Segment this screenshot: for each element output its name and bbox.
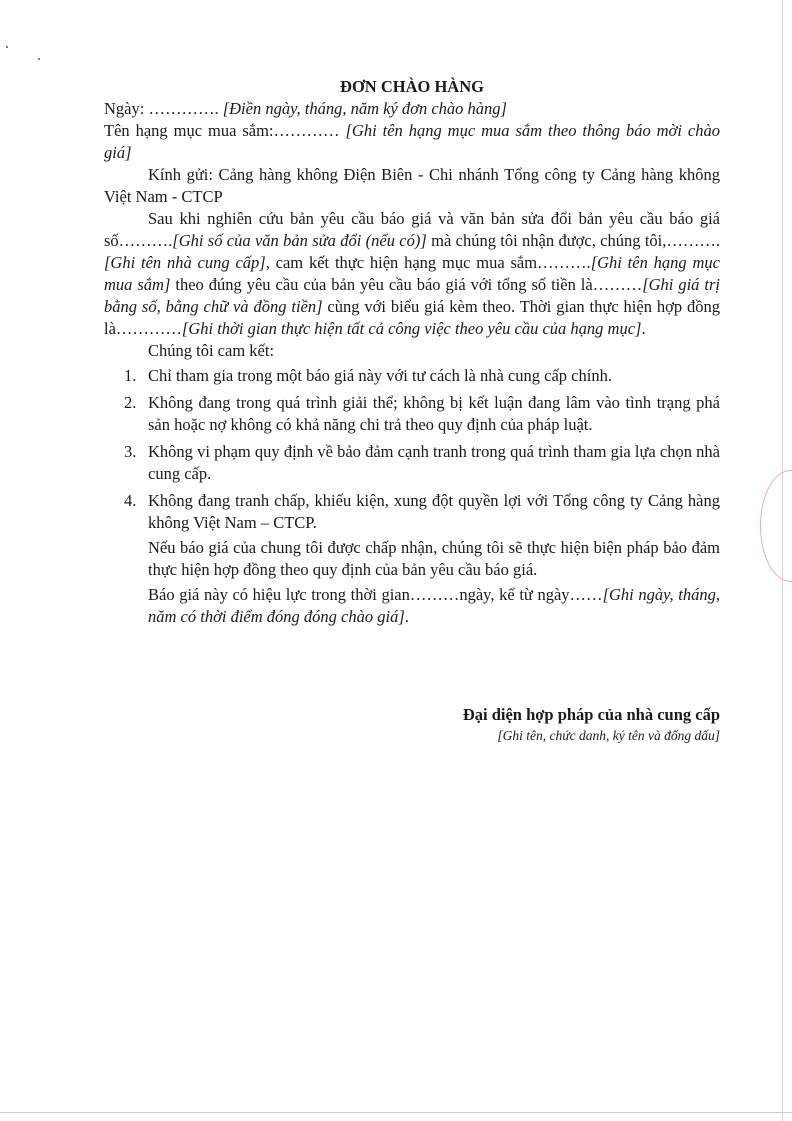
validity-paragraph: Báo giá này có hiệu lực trong thời gian………ngày, kể từ ngày……[Ghi ngày, tháng, năm có thời điểm đóng đóng chào giá]. [148, 585, 721, 626]
scan-speck [38, 58, 40, 60]
commitment-item: 3. Không vi phạm quy định về bảo đảm cạnh tranh trong quá trình tham gia lựa chọn nhà cung cấp. [124, 442, 720, 483]
validity-hint: [Ghi ngày, tháng, năm có thời điểm đóng đóng chào giá] [148, 585, 721, 626]
scan-speck [6, 46, 8, 48]
item-line: Tên hạng mục mua sắm:………… [Ghi tên hạng mục mua sắm theo thông báo mời chào giá] [104, 121, 720, 162]
commitment-list [104, 365, 720, 534]
item-hint: [Ghi tên hạng mục mua sắm theo thông báo mời chào giá] [104, 121, 720, 162]
signature-title: Đại diện hợp pháp của nhà cung cấp [462, 705, 720, 724]
signature-hint: [Ghi tên, chức danh, ký tên và đống dấu] [497, 728, 720, 743]
commitment-item: 1. Chỉ tham gia trong một báo giá này với tư cách là nhà cung cấp chính. [124, 366, 612, 385]
scan-bottom-line [0, 1112, 792, 1113]
commitment-item: 2. Không đang trong quá trình giải thể; không bị kết luận đang lâm vào tình trạng phá sản hoặc nợ không có khả năng chi trả theo quy định của pháp luật. [124, 393, 720, 434]
date-line: Ngày: …………. [Điền ngày, tháng, năm ký đơn chào hàng] [104, 99, 507, 118]
date-hint: [Điền ngày, tháng, năm ký đơn chào hàng] [218, 99, 507, 118]
document-body [104, 76, 720, 628]
commitment-item: 4. Không đang tranh chấp, khiếu kiện, xung đột quyền lợi với Tổng công ty Cảng hàng không Việt Nam – CTCP. [124, 491, 720, 532]
recipient-line: Kính gửi: Cảng hàng không Điện Biên - Chi nhánh Tổng công ty Cảng hàng không Việt Nam - CTCP [104, 165, 720, 206]
document-title: ĐƠN CHÀO HÀNG [340, 77, 484, 96]
main-paragraph: Sau khi nghiên cứu bản yêu cầu báo giá và văn bản sửa đổi bản yêu cầu báo giá số……….[Ghi số của văn bản sửa đổi (nếu có)] mà chúng tôi nhận được, chúng tôi,………. [Ghi tên nhà cung cấp], cam kết thực hiện hạng mục mua sắm……….[Ghi tên hạng mục mua sắm] theo đúng yêu cầu của bản yêu cầu báo giá với tổng số tiền là………[Ghi giá trị bằng số, bằng chữ và đồng tiền] cùng với biểu giá kèm theo. Thời gian thực hiện hợp đồng là…………[Ghi thời gian thực hiện tất cả công việc theo yêu cầu của hạng mục]. [104, 209, 720, 338]
red-stamp-mark [760, 470, 792, 582]
commit-title: Chúng tôi cam kết: [148, 341, 275, 360]
signature-block [360, 704, 720, 746]
guarantee-paragraph: Nếu báo giá của chung tôi được chấp nhận, chúng tôi sẽ thực hiện biện pháp bảo đảm thực hiện hợp đồng theo quy định của bản yêu cầu báo giá. [148, 538, 720, 579]
